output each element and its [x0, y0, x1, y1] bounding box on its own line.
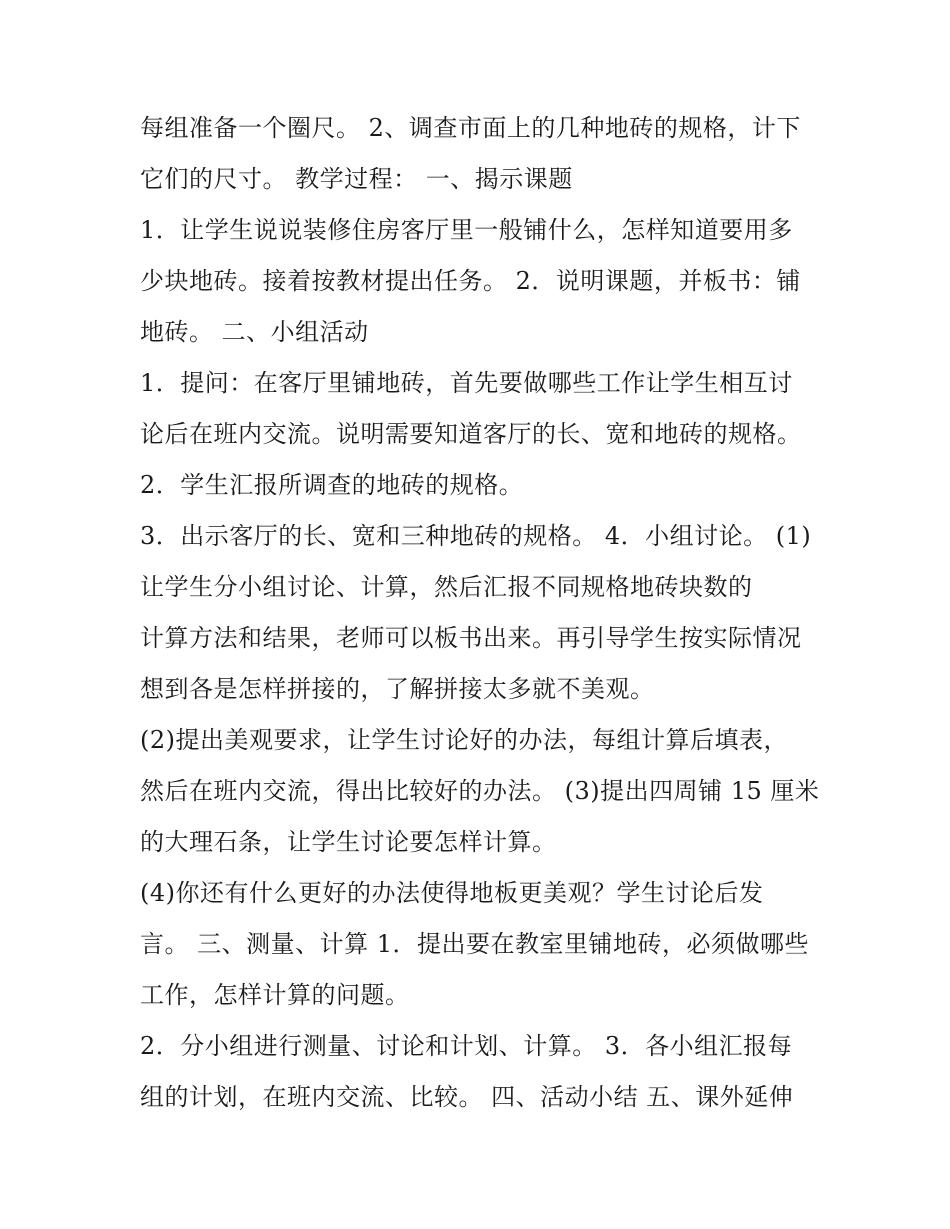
text-line: 论后在班内交流。说明需要知道客厅的长、宽和地砖的规格。: [140, 420, 802, 448]
text-line: 少块地砖。接着按教材提出任务。 2．说明课题，并板书：铺: [140, 267, 801, 295]
text-line: 2．学生汇报所调查的地砖的规格。: [140, 471, 524, 499]
text-line: 1．提问：在客厅里铺地砖，首先要做哪些工作让学生相互讨: [140, 369, 793, 397]
text-line: 3．出示客厅的长、宽和三种地砖的规格。 4．小组讨论。 (1): [140, 522, 812, 550]
text-line: 地砖。 二、小组活动: [140, 318, 369, 346]
text-line: 让学生分小组讨论、计算，然后汇报不同规格地砖块数的: [140, 573, 753, 601]
text-line: (2)提出美观要求，让学生讨论好的办法，每组计算后填表，: [140, 726, 788, 754]
text-line: 1．让学生说说装修住房客厅里一般铺什么，怎样知道要用多: [140, 216, 793, 244]
text-line: 2．分小组进行测量、讨论和计划、计算。 3．各小组汇报每: [140, 1032, 793, 1060]
text-line: (4)你还有什么更好的办法使得地板更美观？学生讨论后发: [140, 879, 764, 907]
text-line: 工作，怎样计算的问题。: [140, 981, 410, 1009]
text-line: 它们的尺寸。 教学过程： 一、揭示课题: [140, 165, 573, 193]
text-line: 每组准备一个圈尺。 2、调查市面上的几种地砖的规格，计下: [140, 114, 801, 142]
text-line: 组的计划，在班内交流、比较。 四、活动小结 五、课外延伸: [140, 1083, 794, 1111]
text-line: 想到各是怎样拼接的，了解拼接太多就不美观。: [140, 675, 655, 703]
text-line: 然后在班内交流，得出比较好的办法。 (3)提出四周铺 15 厘米: [140, 777, 820, 805]
text-line: 言。 三、测量、计算 1．提出要在教室里铺地砖，必须做哪些: [140, 930, 810, 958]
text-line: 计算方法和结果，老师可以板书出来。再引导学生按实际情况: [140, 624, 802, 652]
text-line: 的大理石条，让学生讨论要怎样计算。: [140, 828, 557, 856]
